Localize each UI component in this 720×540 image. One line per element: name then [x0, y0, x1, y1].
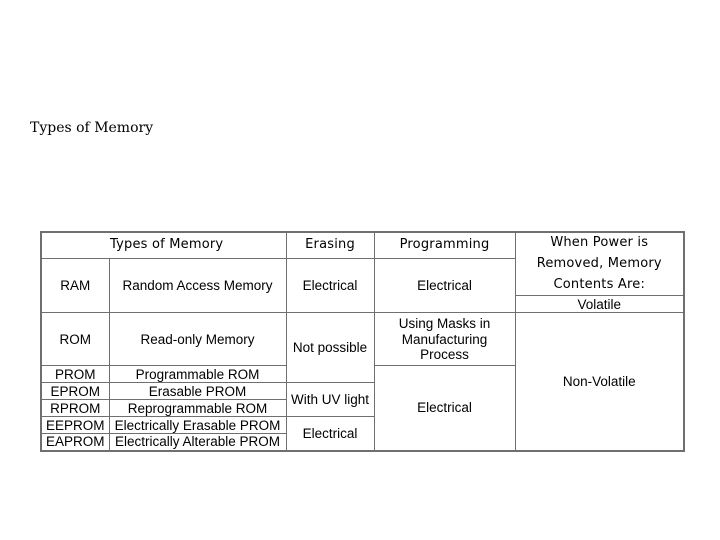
row-abbr-rom: ROM [41, 313, 109, 366]
table-row [41, 313, 684, 366]
power-ram: Volatile [515, 296, 684, 313]
header-types-of-memory: Types of Memory [41, 232, 286, 258]
row-name-rprom: Reprogrammable ROM [109, 400, 286, 417]
row-abbr-ram: RAM [41, 258, 109, 313]
row-name-rom: Read-only Memory [109, 313, 286, 366]
row-abbr-eaprom: EAPROM [41, 434, 109, 451]
header-erasing: Erasing [286, 232, 374, 258]
erasing-eeprom-eaprom: Electrical [286, 417, 374, 451]
erasing-rom-prom: Not possible [286, 313, 374, 383]
power-non-volatile: Non-Volatile [515, 313, 684, 451]
programming-others: Electrical [374, 366, 515, 451]
row-abbr-eeprom: EEPROM [41, 417, 109, 434]
table-header-row [41, 232, 684, 258]
programming-ram: Electrical [374, 258, 515, 313]
row-name-eprom: Erasable PROM [109, 383, 286, 400]
row-abbr-eprom: EPROM [41, 383, 109, 400]
erasing-ram: Electrical [286, 258, 374, 313]
memory-types-table [40, 231, 685, 452]
header-programming: Programming [374, 232, 515, 258]
programming-rom: Using Masks in Manufacturing Process [374, 313, 515, 366]
erasing-eprom-rprom: With UV light [286, 383, 374, 417]
row-name-ram: Random Access Memory [109, 258, 286, 313]
row-name-eaprom: Electrically Alterable PROM [109, 434, 286, 451]
row-abbr-prom: PROM [41, 366, 109, 383]
row-abbr-rprom: RPROM [41, 400, 109, 417]
header-power-removed: When Power is Removed, Memory Contents Are: [515, 232, 684, 296]
row-name-prom: Programmable ROM [109, 366, 286, 383]
page-title: Types of Memory [30, 120, 154, 136]
row-name-eeprom: Electrically Erasable PROM [109, 417, 286, 434]
